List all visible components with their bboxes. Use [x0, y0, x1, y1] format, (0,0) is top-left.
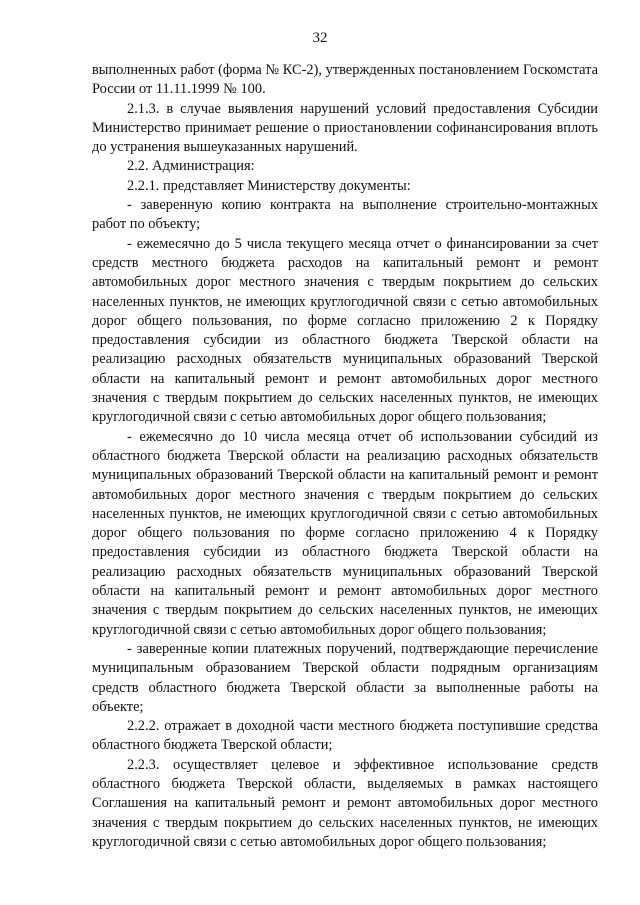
paragraph-2-2-1: 2.2.1. представляет Министерству документы: — [127, 177, 411, 194]
paragraph-2-2: 2.2. Администрация: — [127, 158, 255, 175]
list-item-contract-copy: - заверенную копию контракта на выполнение строительно-монтажных работ по объекту; — [92, 197, 598, 233]
paragraph-2-2-2: 2.2.2. отражает в доходной части местного бюджета поступившие средства областного бюджета Тверской области; — [92, 718, 598, 754]
document-body — [92, 61, 598, 852]
list-item-payment-orders: - заверенные копии платежных поручений, подтверждающие перечисление муниципальным образованием Тверской области подрядным организациям средств областного бюджета Тверской области за выполненные работы на объекте; — [92, 640, 598, 715]
page-number: 32 — [312, 30, 328, 46]
paragraph-continuation: выполненных работ (форма № КС-2), утвержденных постановлением Госкомстата России от 11.11.1999 № 100. — [92, 62, 598, 98]
paragraph-2-1-3: 2.1.3. в случае выявления нарушений условий предоставления Субсидии Министерство принимает решение о приостановлении софинансирования вплоть до устранения вышеуказанных нарушений. — [92, 100, 598, 156]
list-item-subsidy-usage-report: - ежемесячно до 10 числа месяца отчет об использовании субсидий из областного бюджета Тверской области на реализацию расходных обязательств муниципальных образований Тверской области на капитальный ремонт и ремонт автомобильных дорог местного значения с твердым покрытием до сельских населенных пунктов, не имеющих круглогодичной связи с сетью автомобильных дорог общего пользования по форме согласно приложению 4 к Порядку предоставления субсидии из областного бюджета Тверской области на реализацию расходных обязательств муниципальных образований Тверской области на капитальный ремонт и ремонт автомобильных дорог местного значения с твердым покрытием до сельских населенных пунктов, не имеющих круглогодичной связи с сетью автомобильных дорог общего пользования; — [92, 428, 598, 638]
paragraph-2-2-3: 2.2.3. осуществляет целевое и эффективное использование средств областного бюджета Тверской области, выделяемых в рамках настоящего Соглашения на капитальный ремонт и ремонт автомобильных дорог местного значения с твердым покрытием до сельских населенных пунктов, не имеющих круглогодичной связи с сетью автомобильных дорог общего пользования; — [92, 756, 598, 850]
list-item-financing-report: - ежемесячно до 5 числа текущего месяца отчет о финансировании за счет средств местного бюджета расходов на капитальный ремонт и ремонт автомобильных дорог местного значения с твердым покрытием до сельских населенных пунктов, не имеющих круглогодичной связи с сетью автомобильных дорог общего пользования, по форме согласно приложению 2 к Порядку предоставления субсидии из областного бюджета Тверской области на реализацию расходных обязательств муниципальных образований Тверской области на капитальный ремонт и ремонт автомобильных дорог местного значения с твердым покрытием до сельских населенных пунктов, не имеющих круглогодичной связи с сетью автомобильных дорог общего пользования; — [92, 235, 598, 426]
